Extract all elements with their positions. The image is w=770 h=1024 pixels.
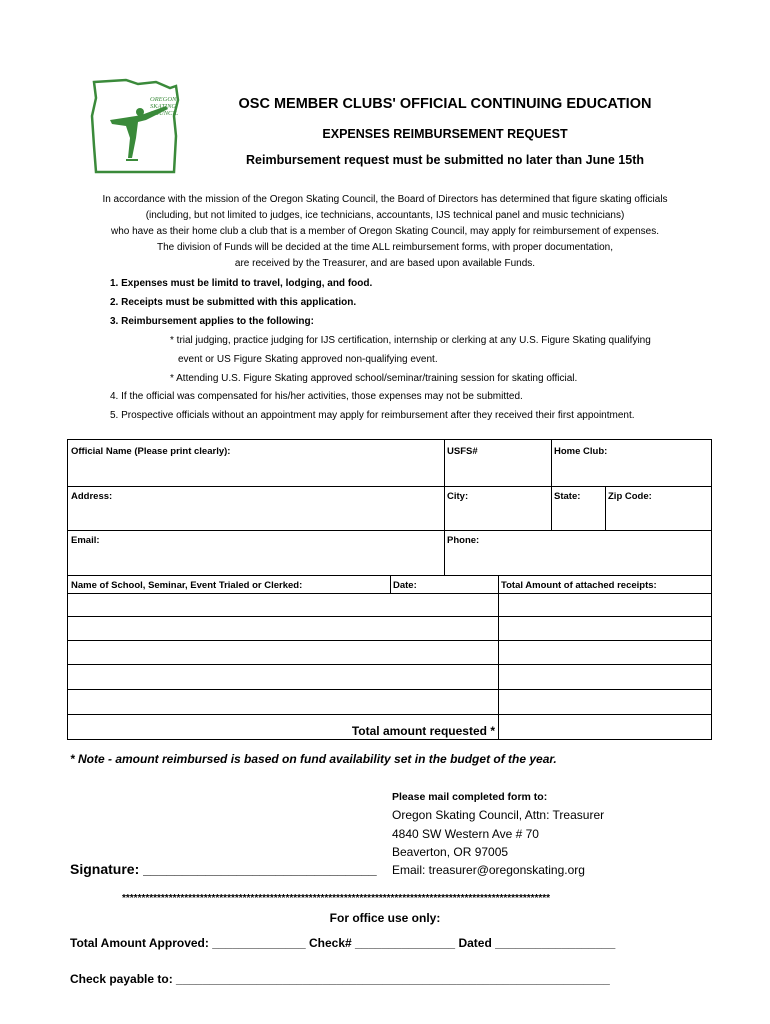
table-divider (68, 689, 711, 690)
separator-line: ************************************************************************************************************** (122, 893, 551, 904)
address-label: Address: (71, 491, 113, 502)
home-club-label: Home Club: (554, 446, 608, 457)
mail-address-line: Beaverton, OR 97005 (392, 845, 509, 859)
intro-line: The division of Funds will be decided at the time ALL reimbursement forms, with proper documentation, (157, 242, 613, 253)
table-divider (390, 575, 391, 593)
table-divider (444, 440, 445, 575)
logo-text-line: OREGON (150, 96, 177, 103)
page-subtitle: EXPENSES REIMBURSEMENT REQUEST (322, 127, 568, 141)
deadline-notice: Reimbursement request must be submitted no later than June 15th (246, 153, 644, 167)
rule-subitem-continued: event or US Figure Skating approved non-qualifying event. (178, 354, 438, 365)
total-receipts-label: Total Amount of attached receipts: (501, 580, 657, 591)
office-use-title: For office use only: (329, 911, 441, 925)
intro-line: are received by the Treasurer, and are based upon available Funds. (234, 258, 536, 269)
date-label: Date: (393, 580, 417, 591)
office-approval-line: Total Amount Approved: ______________ Check# _______________ Dated __________________ (70, 936, 616, 950)
table-divider (68, 530, 711, 531)
table-divider (551, 440, 552, 530)
phone-label: Phone: (447, 535, 480, 546)
rule-item: 5. Prospective officials without an appointment may apply for reimbursement after they received their first appointment. (110, 410, 635, 421)
signature-line: Signature: ______________________________ (70, 861, 377, 877)
table-divider (68, 486, 711, 487)
rule-item: 2. Receipts must be submitted with this application. (110, 297, 357, 308)
intro-paragraph (60, 192, 710, 272)
rule-item: 1. Expenses must be limitd to travel, lodging, and food. (110, 278, 373, 289)
intro-line: who have as their home club a club that is a member of Oregon Skating Council, may apply for reimbursement of expenses. (110, 226, 660, 237)
check-payable-line: Check payable to: _________________________________________________________________ (70, 972, 610, 986)
reimbursement-form-table (67, 439, 712, 740)
state-label: State: (554, 491, 581, 502)
mail-address-line: 4840 SW Western Ave # 70 (392, 827, 539, 841)
table-divider (498, 575, 499, 739)
table-divider (68, 593, 711, 594)
zip-code-label: Zip Code: (608, 491, 652, 502)
mail-address-line: Oregon Skating Council, Attn: Treasurer (392, 808, 605, 822)
table-divider (68, 616, 711, 617)
mail-instructions-title: Please mail completed form to: (392, 791, 548, 803)
usfs-label: USFS# (447, 446, 478, 457)
logo-text-line: SKATING (150, 103, 177, 110)
table-divider (68, 640, 711, 641)
intro-line: In accordance with the mission of the Oregon Skating Council, the Board of Directors has determined that figure skating officials (102, 194, 668, 205)
rule-subitem: * trial judging, practice judging for IJS certification, internship or clerking at any U.S. Figure Skating qualifying (170, 335, 651, 346)
logo-text-line: COUNCIL (150, 110, 179, 117)
page-title: OSC MEMBER CLUBS' OFFICIAL CONTINUING EDUCATION (238, 96, 652, 112)
school-event-label: Name of School, Seminar, Event Trialed or Clerked: (71, 580, 303, 591)
table-divider (68, 664, 711, 665)
total-requested-label: Total amount requested * (351, 724, 495, 738)
table-divider (68, 714, 711, 715)
email-label: Email: (71, 535, 100, 546)
city-label: City: (447, 491, 469, 502)
rule-item: 4. If the official was compensated for his/her activities, those expenses may not be submitted. (110, 391, 523, 402)
intro-line: (including, but not limited to judges, ice technicians, accountants, IJS technical panel and music technicians) (145, 210, 625, 221)
official-name-label: Official Name (Please print clearly): (71, 446, 231, 457)
mail-email-line: Email: treasurer@oregonskating.org (392, 863, 585, 877)
rule-subitem: * Attending U.S. Figure Skating approved school/seminar/training session for skating official. (170, 373, 578, 384)
rule-item: 3. Reimbursement applies to the following: (110, 316, 314, 327)
table-divider (605, 486, 606, 530)
reimbursement-note: * Note - amount reimbursed is based on fund availability set in the budget of the year. (70, 752, 557, 766)
